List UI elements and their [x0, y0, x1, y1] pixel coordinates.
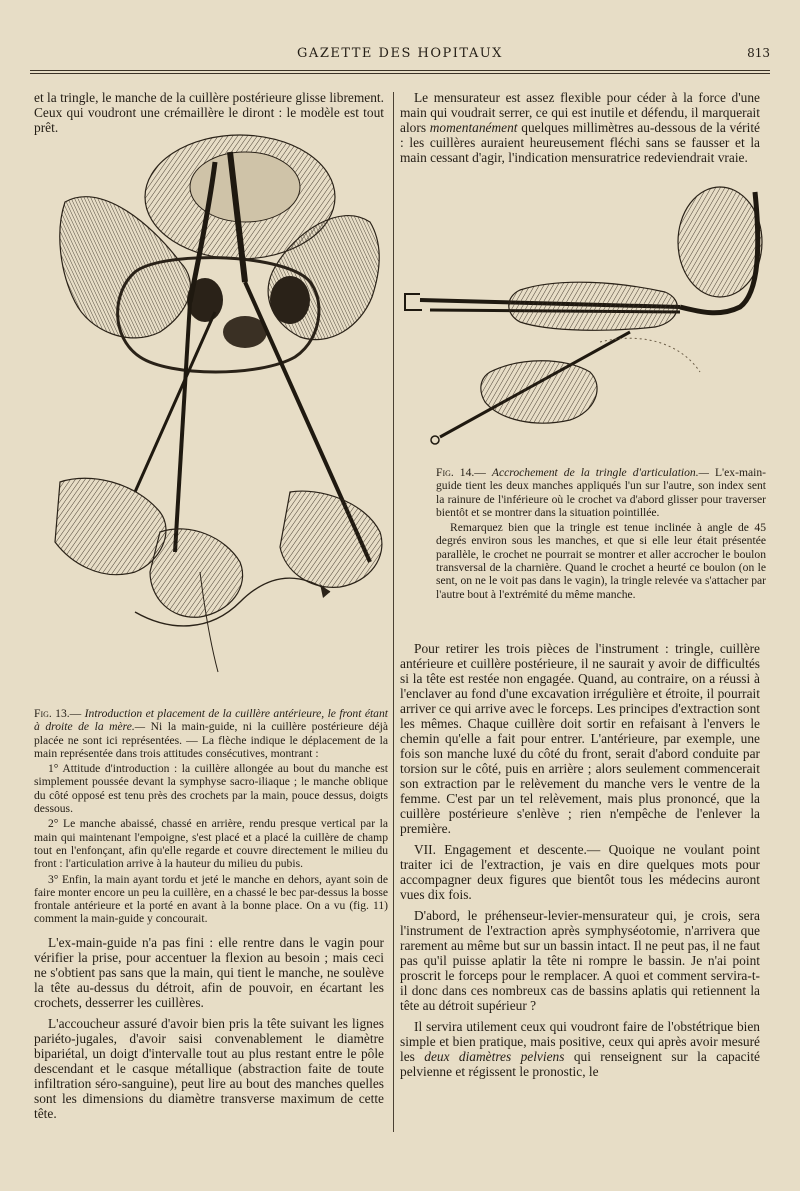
figure-13-title: Introduction et placement de la cuillère antérieure, le front étant à droite de la mère.— — [34, 707, 388, 734]
header-rule-top — [30, 70, 770, 71]
figure-14-title: Accrochement de la tringle d'articulation.— — [491, 466, 709, 479]
figure-13-item-3: 3° Enfin, la main ayant tordu et jeté le manche en dehors, ayant soin de faire monter encore un peu la cuillère, en a chassé le bec par-dessus la bosse frontale antérieure et la porté en avant à la bonne place. On a vu (fig. 11) comment la main-guide y concourait. — [34, 872, 388, 926]
running-title: GAZETTE DES HOPITAUX — [297, 46, 503, 61]
header-rule-bottom — [30, 73, 770, 74]
figure-14-text: L'ex-main-guide tient les deux manches appliqués l'un sur l'autre, son index sent la rainure de l'inférieure où le crochet va d'abord glisser pour traverser bientôt et se montrer dans la situation pointillée. — [436, 466, 766, 519]
right-paragraph-3 — [400, 842, 760, 902]
right-paragraph-1-before: Le mensurateur est assez flexible pour céder à la force d'une main qui voudrait serrer, ce qui est inutile et défendu, il marquerait alors — [400, 90, 760, 135]
right-paragraph-1 — [400, 90, 760, 165]
figure-14-engraving — [400, 182, 768, 460]
right-paragraph-1-after: quelques millimètres au-dessous de la vérité : les cuillères auraient heureusement fléchi sans se fausser et la main cessant d'agir, l'indication mensuratrice redeviendrait vraie. — [400, 120, 761, 165]
figure-14-caption-lead — [436, 466, 766, 519]
running-head — [30, 46, 770, 66]
figure-14-caption — [436, 466, 766, 603]
figure-14-label: Fig. 14.— — [436, 466, 486, 479]
left-paragraph-1: L'ex-main-guide n'a pas fini : elle rentre dans le vagin pour vérifier la prise, pour accentuer la flexion au besoin ; mais ceci ne s'obtient pas sans que la main, qui tient le manche, ne soulève la tête au-dessus du détroit, afin de pouvoir, en écartant les crochets, desserrer les cuillères. — [34, 935, 384, 1010]
figure-13-item-1: 1° Attitude d'introduction : la cuillère allongée au bout du manche est simplement poussée devant la symphyse sacro-iliaque ; le manche oblique du côté opposé est tenu près des crochets par la main, pouce dessus, doigts dessous. — [34, 762, 388, 816]
right-paragraph-5-after: qui renseignent sur la capacité pelvienne et régissent le pronostic, le — [400, 1049, 760, 1079]
right-paragraph-1-em: momentanément — [429, 120, 518, 135]
column-divider — [393, 92, 394, 1132]
right-column-top — [400, 90, 760, 171]
figure-13-label: Fig. 13.— — [34, 707, 82, 720]
right-paragraph-5-em: deux diamètres pelviens — [424, 1049, 565, 1064]
right-column-body — [400, 641, 760, 1085]
figure-13-caption-lead — [34, 707, 388, 760]
right-paragraph-2: Pour retirer les trois pièces de l'instrument : tringle, cuillère antérieure et cuillère postérieure, il ne saurait y avoir de difficultés si la tête est restée non engagée. Quand, au contraire, on a réussi à l'enclaver au fond d'une excavation irrégulière et étroite, il pourrait arriver ce qui arrive avec le forceps. Les principes d'extraction sont les mêmes. Chaque cuillère doit sortir en refaisant à l'envers le chemin qu'elle a fait pour entrer. L'antérieure, par exemple, une fois son manche luxé du côté du front, serait d'abord conduite par torsion sur le côté, puis en arrière ; alors seulement commencerait son extraction par le relèvement du manche vers le ventre de la femme. C'est par un tel relèvement, mais plus prononcé, que la cuillère postérieure s'enlève ; rien n'empêche de l'enlever la première. — [400, 641, 760, 836]
figure-13-engraving — [40, 132, 388, 702]
tringle-hook-illustration — [400, 182, 768, 460]
intro-paragraph: et la tringle, le manche de la cuillère postérieure glisse librement. Ceux qui voudront une crémaillère le diront : le modèle est tout prêt. — [34, 90, 384, 135]
right-paragraph-5-before: Il servira utilement ceux qui voudront faire de l'obstétrique bien simple et bien pratique, mais positive, ceux qui après avoir mesuré les — [400, 1019, 760, 1064]
figure-13-text: Ni la main-guide, ni la cuillère postérieure déjà placée ne sont ici représentées. — La flèche indique le déplacement de la main représentée dans trois attitudes consécutives, montrant : — [34, 720, 389, 760]
section-heading: VII. Engagement et descente.— — [414, 842, 601, 857]
right-paragraph-5 — [400, 1019, 760, 1079]
right-paragraph-4: D'abord, le préhenseur-levier-mensurateur qui, je crois, sera l'instrument de l'extraction après symphyséotomie, n'arrivera que rarement au même but sur un bassin intact. Il ne peut pas, il ne faut pas qu'il puisse aplatir la tête ni rompre le bassin. Je n'ai point proscrit le forceps pour le remplacer. A quoi et comment servira-t-il donc dans ces nombreux cas de bassins aplatis qui retiennent la tête au détroit supérieur ? — [400, 908, 760, 1013]
right-paragraph-3-text: Quoique ne voulant point traiter ici de l'extraction, je vais en dire quelques mots pour accompagner deux figures que bientôt tous les médecins auront vues dix fois. — [400, 842, 760, 902]
figure-14-note: Remarquez bien que la tringle est tenue inclinée à angle de 45 degrés environ sous les manches, et que si elle leur était présentée parallèle, le crochet ne pourrait se montrer et aller accrocher le boulon transversal de la charnière. Quand le crochet a heurté ce boulon (on le sent, on ne le voit pas dans le vagin), la tringle relevée va s'attacher par l'autre bout à l'extrémité du même manche. — [436, 521, 766, 601]
figure-13-caption — [34, 707, 388, 928]
figure-13-item-2: 2° Le manche abaissé, chassé en arrière, rendu presque vertical par la main qui maintenant l'empoigne, s'est placé et a placé la cuillère de champ tout en l'enfonçant, afin qu'elle regarde et couvre directement le milieu du front : l'articulation arrive à la hauteur du milieu du pubis. — [34, 817, 388, 871]
pelvis-forceps-illustration — [40, 132, 388, 702]
left-column-bottom — [34, 935, 384, 1127]
left-paragraph-2: L'accoucheur assuré d'avoir bien pris la tête suivant les lignes pariéto-jugales, d'avoir saisi convenablement le diamètre bipariétal, un doigt d'intervalle tout au plus restant entre le pôle descendant et le casque métallique (abstraction faite de toute infiltration séro-sanguine), peut lire au bout des manches quelles sont les dimensions du diamètre transverse maximum de cette tête. — [34, 1016, 384, 1121]
page-number: 813 — [747, 46, 770, 60]
